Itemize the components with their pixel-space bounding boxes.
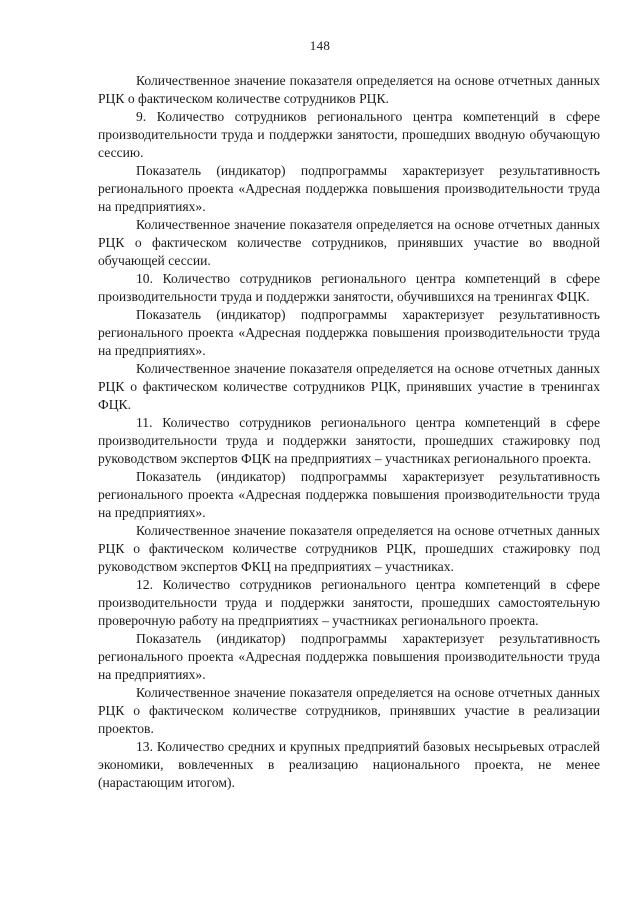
- paragraph: 13. Количество средних и крупных предприятий базовых несырьевых отраслей экономики, вовлеченных в реализацию национального проекта, не менее (нарастающим итогом).: [98, 739, 600, 790]
- paragraph: Показатель (индикатор) подпрограммы характеризует результативность регионального проекта «Адресная поддержка повышения производительности труда на предприятиях».: [98, 163, 600, 214]
- paragraph: Показатель (индикатор) подпрограммы характеризует результативность регионального проекта «Адресная поддержка повышения производительности труда на предприятиях».: [98, 469, 600, 520]
- document-body: [98, 72, 600, 792]
- paragraph: 10. Количество сотрудников регионального центра компетенций в сфере производительности труда и поддержки занятости, обучившихся на тренингах ФЦК.: [98, 271, 600, 304]
- paragraph: 12. Количество сотрудников регионального центра компетенций в сфере производительности труда и поддержки занятости, прошедших самостоятельную проверочную работу на предприятиях – участниках регионального проекта.: [98, 577, 600, 628]
- paragraph: Показатель (индикатор) подпрограммы характеризует результативность регионального проекта «Адресная поддержка повышения производительности труда на предприятиях».: [98, 307, 600, 358]
- paragraph: Количественное значение показателя определяется на основе отчетных данных РЦК о фактическом количестве сотрудников, принявших участие во вводной обучающей сессии.: [98, 217, 600, 268]
- paragraph: Количественное значение показателя определяется на основе отчетных данных РЦК о фактическом количестве сотрудников РЦК.: [98, 73, 600, 106]
- paragraph: 11. Количество сотрудников регионального центра компетенций в сфере производительности труда и поддержки занятости, прошедших стажировку под руководством экспертов ФЦК на предприятиях – участниках регионального проекта.: [98, 415, 600, 466]
- page-number: 148: [309, 38, 331, 53]
- paragraph: Количественное значение показателя определяется на основе отчетных данных РЦК о фактическом количестве сотрудников РЦК, прошедших стажировку под руководством экспертов ФКЦ на предприятиях – участниках.: [98, 523, 600, 574]
- paragraph: Количественное значение показателя определяется на основе отчетных данных РЦК о фактическом количестве сотрудников РЦК, принявших участие в тренингах ФЦК.: [98, 361, 600, 412]
- paragraph: Показатель (индикатор) подпрограммы характеризует результативность регионального проекта «Адресная поддержка повышения производительности труда на предприятиях».: [98, 631, 600, 682]
- paragraph: Количественное значение показателя определяется на основе отчетных данных РЦК о фактическом количестве сотрудников, принявших участие в реализации проектов.: [98, 685, 600, 736]
- paragraph: 9. Количество сотрудников регионального центра компетенций в сфере производительности труда и поддержки занятости, прошедших вводную обучающую сессию.: [98, 109, 600, 160]
